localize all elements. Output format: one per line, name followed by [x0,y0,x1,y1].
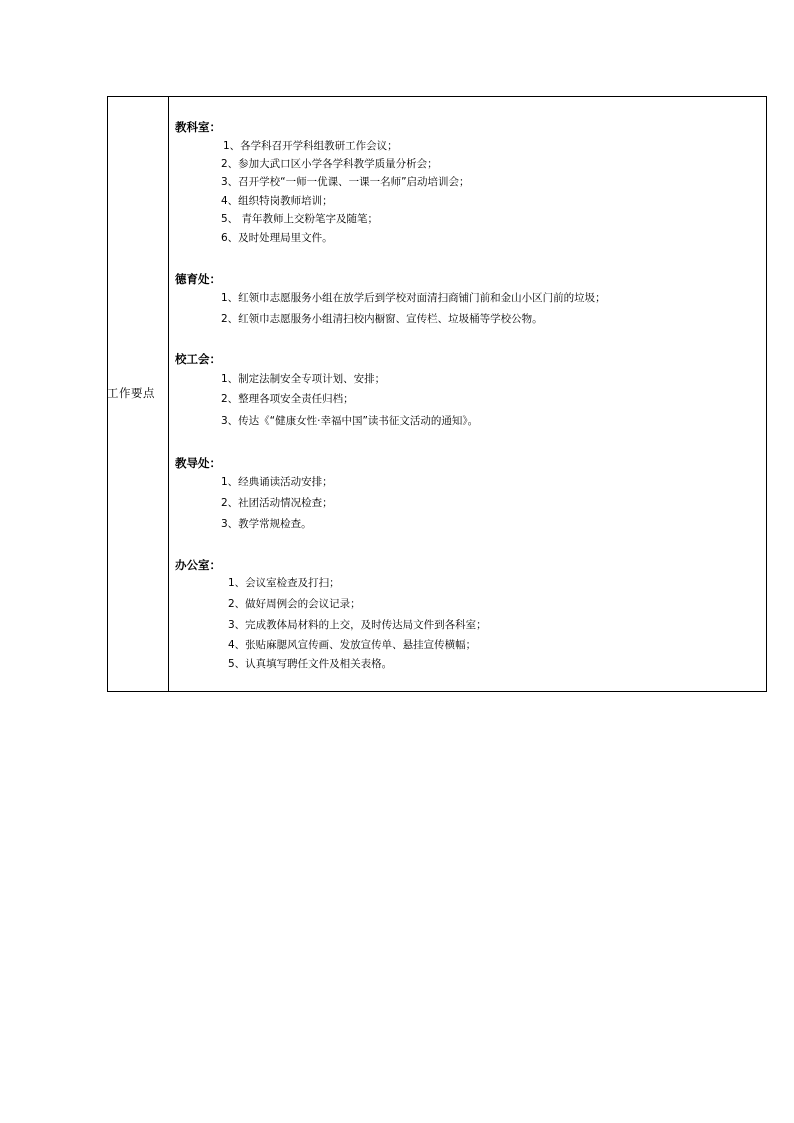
list-item: 1、会议室检查及打扫； [228,577,340,589]
column-divider [168,96,169,692]
list-item: 3、教学常规检查。 [221,518,312,530]
list-item: 1、制定法制安全专项计划、安排； [221,373,386,385]
list-item: 5、 青年教师上交粉笔字及随笔； [221,213,379,225]
list-item: 4、组织特岗教师培训； [221,195,333,207]
list-item: 2、参加大武口区小学各学科教学质量分析会； [221,158,438,170]
list-item: 5、认真填写聘任文件及相关表格。 [228,658,393,670]
row-label: 工作要点 [107,386,155,400]
list-item: 4、张贴麻腮风宣传画、发放宣传单、悬挂宣传横幅； [228,639,477,651]
list-item: 3、完成教体局材料的上交，及时传达局文件到各科室； [228,619,487,631]
section-title-jiaokeshi: 教科室： [175,120,221,134]
list-item: 3、召开学校“一师一优课、一课一名师”启动培训会； [221,176,470,188]
list-item: 1、经典诵读活动安排； [221,476,333,488]
list-item: 2、社团活动情况检查； [221,497,333,509]
section-title-deyuchu: 德育处： [175,272,221,286]
section-title-xiaogonghui: 校工会： [175,352,221,366]
list-item: 1、各学科召开学科组教研工作会议； [223,140,398,152]
list-item: 2、做好周例会的会议记录； [228,598,361,610]
list-item: 2、红领巾志愿服务小组清扫校内橱窗、宣传栏、垃圾桶等学校公物。 [221,313,543,325]
section-title-jiaodaochu: 教导处： [175,456,221,470]
list-item: 2、整理各项安全责任归档； [221,393,354,405]
section-title-bangongshi: 办公室： [175,558,221,572]
list-item: 3、传达《“健康女性·幸福中国”读书征文活动的通知》。 [221,415,479,427]
list-item: 1、红领巾志愿服务小组在放学后到学校对面清扫商铺门前和金山小区门前的垃圾； [221,292,606,304]
list-item: 6、及时处理局里文件。 [221,232,333,244]
